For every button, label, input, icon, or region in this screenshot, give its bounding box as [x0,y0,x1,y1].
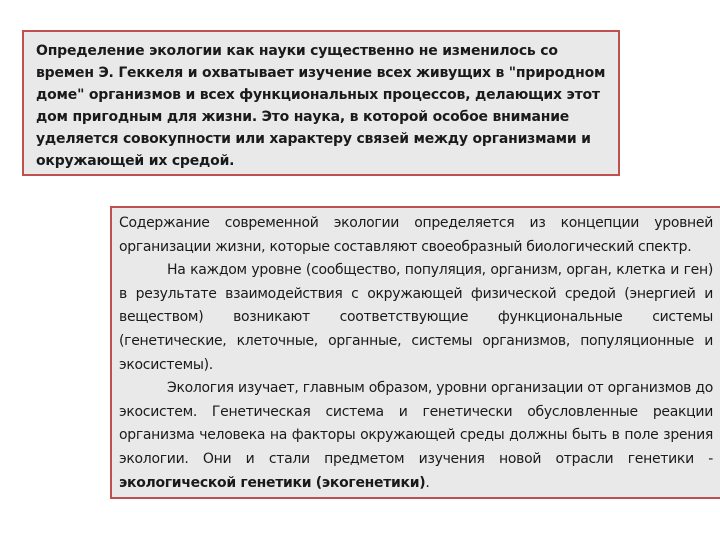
ecogenetics-term: экологической генетики (экогенетики) [119,474,426,491]
content-text [119,212,713,495]
definition-text: Определение экологии как науки существенно не изменилось со времен Э. Геккеля и охватывает изучение всех живущих в "природном доме" организмов и всех функциональных процессов, делающих этот дом пригодным для жизни. Это наука, в которой особое внимание уделяется совокупности или характеру связей между организмами и окружающей их средой. [36,43,606,169]
content-box [110,206,720,499]
definition-box [22,30,620,176]
paragraph-end-period: . [425,474,430,491]
paragraph-ecology-study-text: Экология изучает, главным образом, уровни организации от организмов до экосистем. Генетическая система и генетически обусловленные реакции организма человека на факторы окружающей среды должны быть в поле зрения экологии. Они и стали предметом изучения новой отрасли генетики - [119,380,713,467]
paragraph-levels: На каждом уровне (сообщество, популяция, организм, орган, клетка и ген) в результате взаимодействия с окружающей физической средой (энергией и веществом) возникают соответствующие функциональные системы (генетические, клеточные, органные, системы организмов, популяционные и экосистемы). [119,262,713,373]
paragraph-spectrum: Содержание современной экологии определяется из концепции уровней организации жизни, которые составляют своеобразный биологический спектр. [119,215,713,255]
paragraph-ecology-study [119,377,713,495]
